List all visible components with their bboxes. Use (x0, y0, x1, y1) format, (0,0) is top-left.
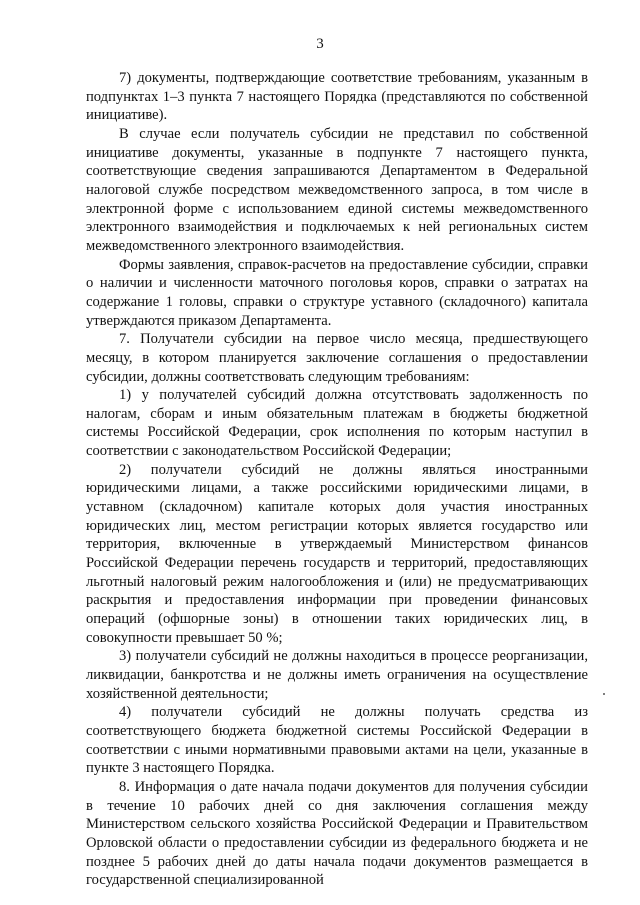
page-number: 3 (316, 36, 324, 52)
document-body (86, 69, 588, 890)
paragraph-subitem-7: 7) документы, подтверждающие соответствие требованиям, указанным в подпунктах 1–3 пункта 7 настоящего Порядка (представляются по собственной инициативе). (86, 70, 588, 124)
paragraph-item-7-requirements: 7. Получатели субсидии на первое число месяца, предшествующего месяцу, в котором планируется заключение соглашения о предоставлении субсидии, должны соответствовать следующим требованиям: (86, 331, 588, 385)
paragraph-item-8: 8. Информация о дате начала подачи документов для получения субсидии в течение 10 рабочих дней со дня заключения соглашения между Министерством сельского хозяйства Российской Федерации и Правительством Орловской области о предоставлении субсидии из федерального бюджета и не позднее 5 рабочих дней до даты начала подачи документов размещается в государственной специализированной (86, 778, 588, 889)
paragraph-forms: Формы заявления, справок-расчетов на предоставление субсидии, справки о наличии и численности маточного поголовья коров, справки о затратах на содержание 1 головы, справки о структуре уставного (складочного) капитала утверждаются приказом Департамента. (86, 256, 588, 329)
paragraph-requirement-4: 4) получатели субсидий не должны получать средства из соответствующего бюджета бюджетной системы Российской Федерации в соответствии с иными нормативными правовыми актами на цели, указанные в пункте 3 настоящего Порядка. (86, 704, 588, 777)
scan-artifact-dot (603, 693, 605, 695)
paragraph-requirement-3: 3) получатели субсидий не должны находиться в процессе реорганизации, ликвидации, банкротства и не должны иметь ограничения на осуществление хозяйственной деятельности; (86, 648, 588, 702)
paragraph-requirement-1: 1) у получателей субсидий должна отсутствовать задолженность по налогам, сборам и иным обязательным платежам в бюджеты бюджетной системы Российской Федерации, срок исполнения по которым наступил в соответствии с законодательством Российской Федерации; (86, 387, 588, 460)
paragraph-requirement-2: 2) получатели субсидий не должны являться иностранными юридическими лицами, а также российскими юридическими лицами, в уставном (складочном) капитале которых доля участия иностранных юридических лиц, местом регистрации которых является государство или территория, включенные в утверждаемый Министерством финансов Российской Федерации перечень государств и территорий, предоставляющих льготный налоговый режим налогообложения и (или) не предусматривающих раскрытия и предоставления информации при проведении финансовых операций (офшорные зоны) в отношении таких юридических лиц, в совокупности превышает 50 %; (86, 461, 588, 646)
paragraph-interagency-request: В случае если получатель субсидии не представил по собственной инициативе документы, указанные в подпункте 7 настоящего пункта, соответствующие сведения запрашиваются Департаментом в Федеральной налоговой службе посредством межведомственного запроса, в том числе в электронной форме с использованием единой системы межведомственного электронного взаимодействия и подключаемых к ней региональных систем межведомственного электронного взаимодействия. (86, 125, 588, 254)
